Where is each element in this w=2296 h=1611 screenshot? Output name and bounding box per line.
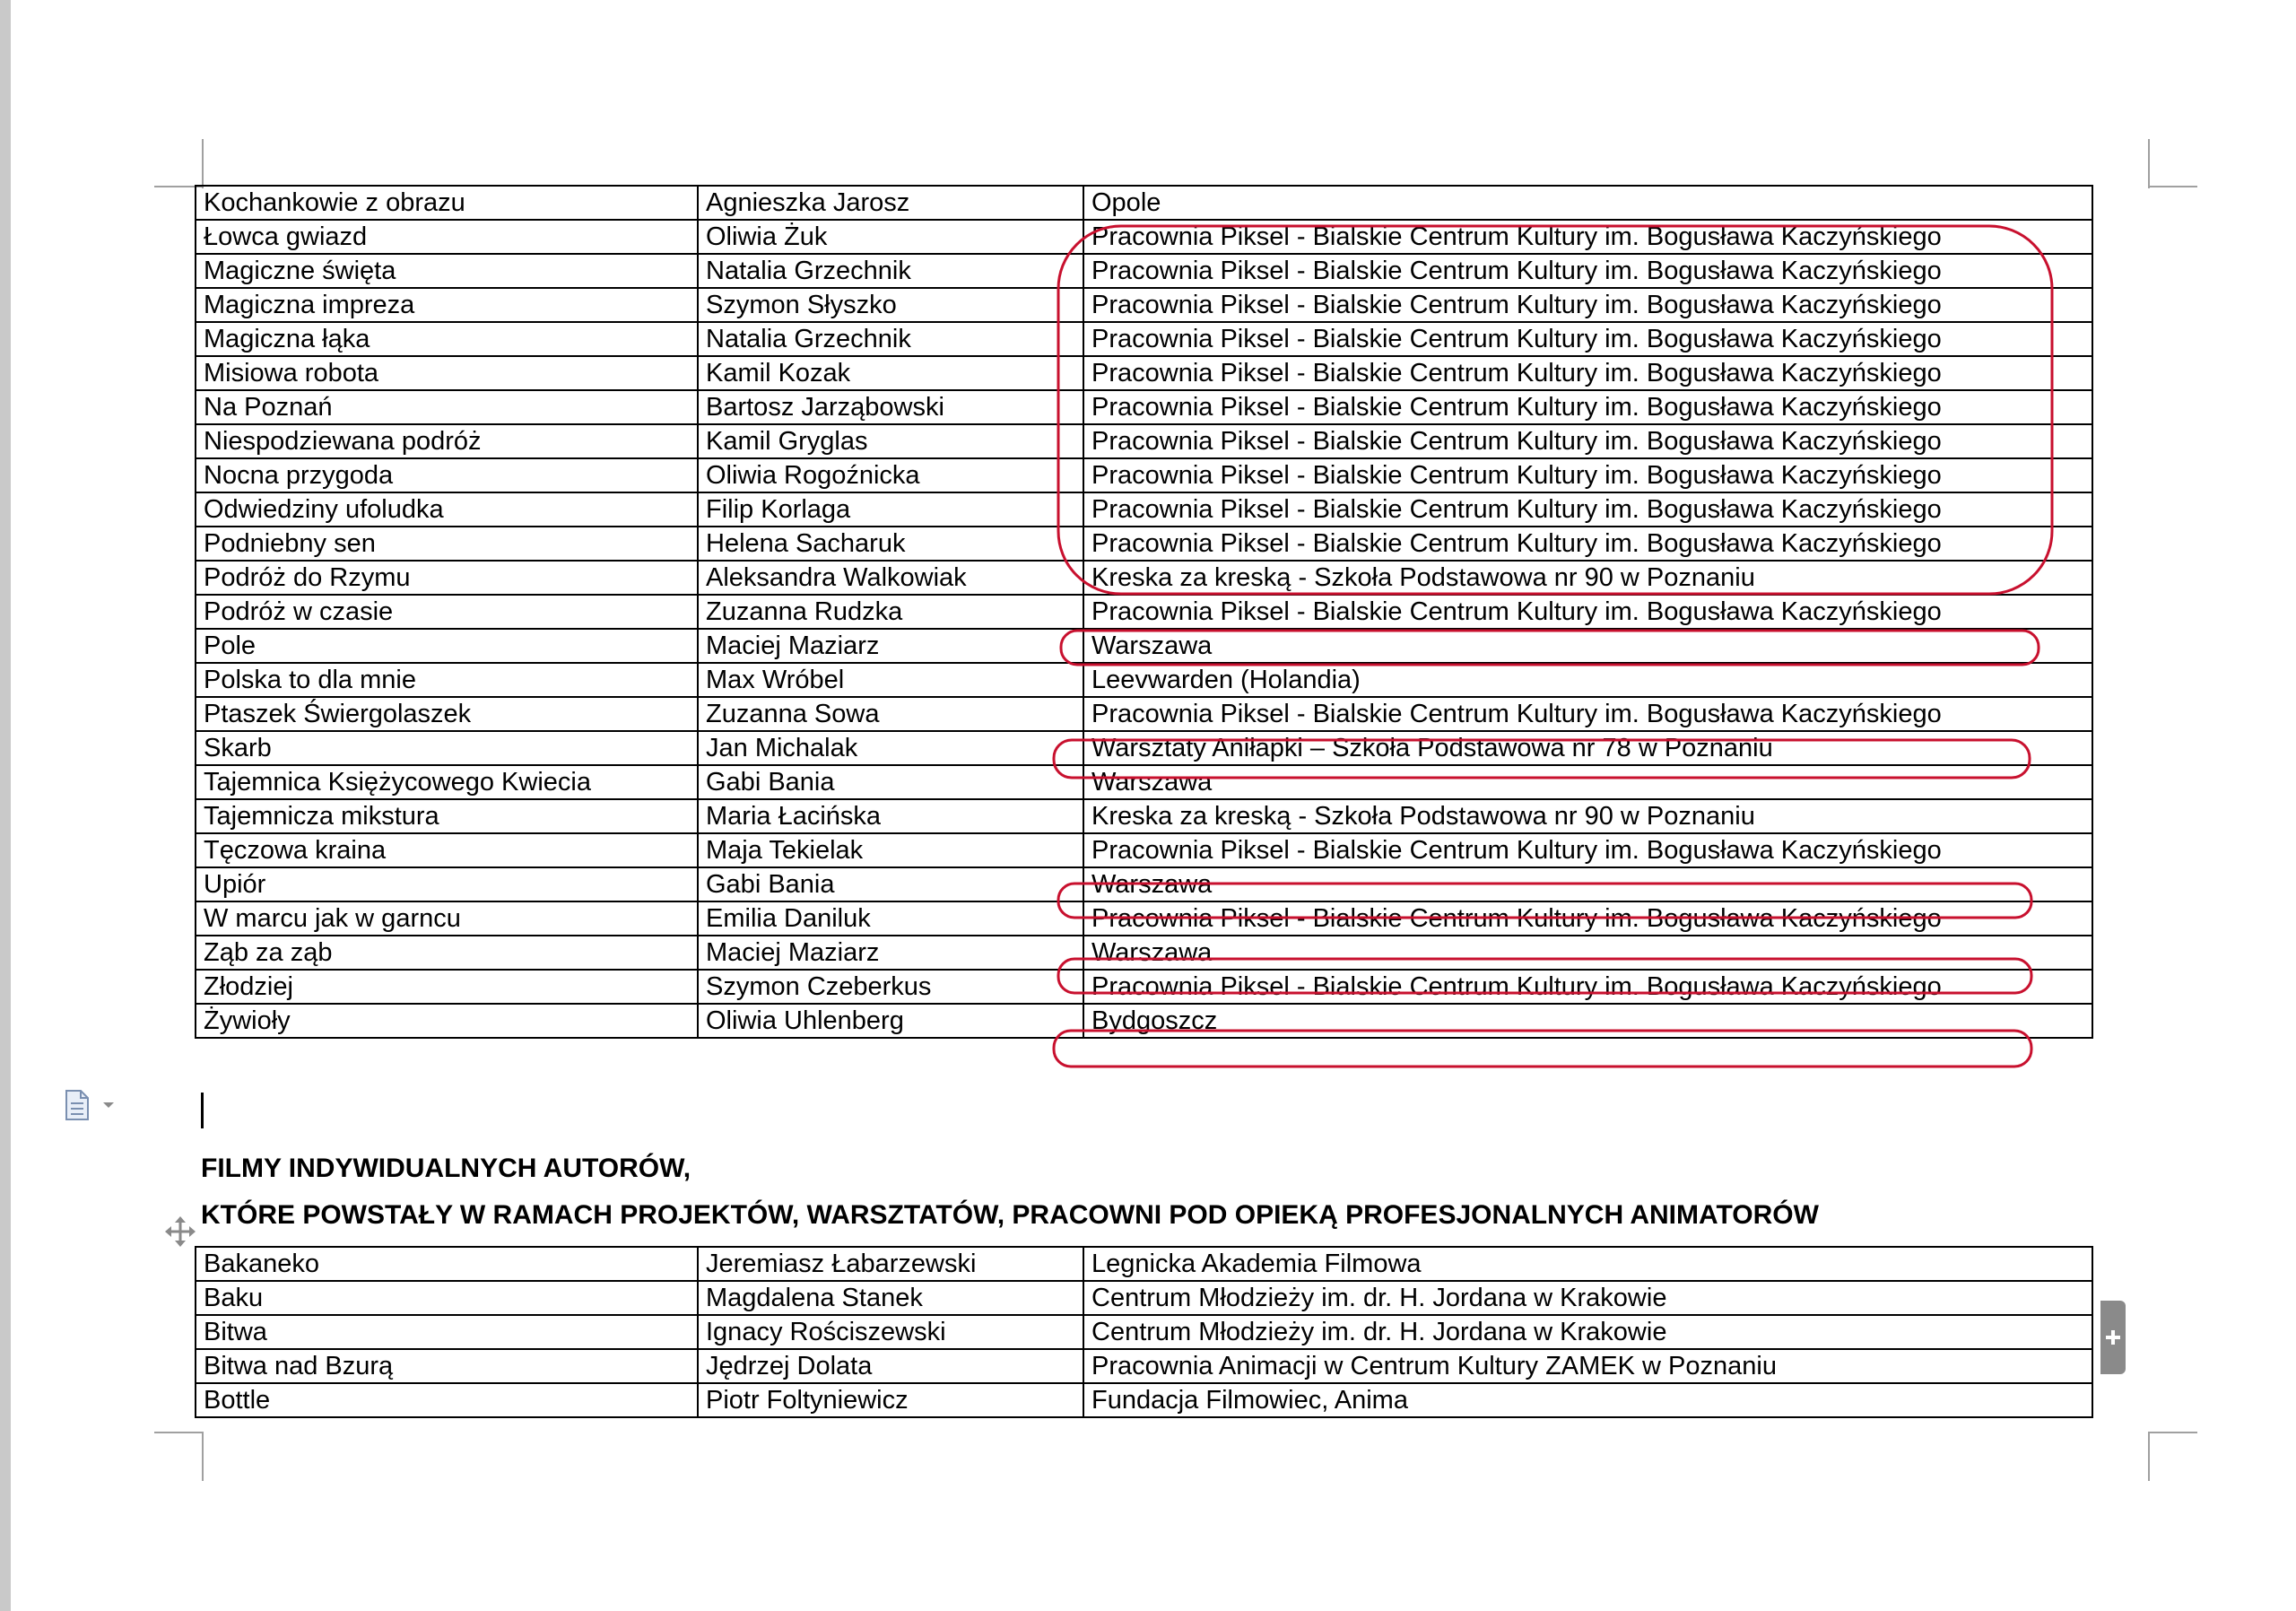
title-cell[interactable]: Nocna przygoda bbox=[196, 458, 698, 492]
table-row[interactable] bbox=[196, 1349, 2092, 1383]
place-cell[interactable]: Pracownia Piksel - Bialskie Centrum Kultury im. Bogusława Kaczyńskiego bbox=[1083, 458, 2092, 492]
films-table[interactable] bbox=[195, 185, 2093, 1039]
title-cell[interactable]: Bottle bbox=[196, 1383, 698, 1417]
author-cell[interactable]: Szymon Czeberkus bbox=[698, 970, 1083, 1004]
title-cell[interactable]: Baku bbox=[196, 1281, 698, 1315]
title-cell[interactable]: Odwiedziny ufoludka bbox=[196, 492, 698, 527]
individual-films-table[interactable] bbox=[195, 1246, 2093, 1418]
author-cell[interactable]: Gabi Bania bbox=[698, 765, 1083, 799]
table-row[interactable] bbox=[196, 595, 2092, 629]
place-cell[interactable]: Pracownia Animacji w Centrum Kultury ZAMEK w Poznaniu bbox=[1083, 1349, 2092, 1383]
table-row[interactable] bbox=[196, 901, 2092, 936]
table-row[interactable] bbox=[196, 663, 2092, 697]
title-cell[interactable]: Bitwa nad Bzurą bbox=[196, 1349, 698, 1383]
table-row[interactable] bbox=[196, 561, 2092, 595]
title-cell[interactable]: Kochankowie z obrazu bbox=[196, 186, 698, 220]
author-cell[interactable]: Natalia Grzechnik bbox=[698, 254, 1083, 288]
place-cell[interactable]: Pracownia Piksel - Bialskie Centrum Kultury im. Bogusława Kaczyńskiego bbox=[1083, 356, 2092, 390]
author-cell[interactable]: Jan Michalak bbox=[698, 731, 1083, 765]
place-cell[interactable]: Warszawa bbox=[1083, 867, 2092, 901]
place-cell[interactable]: Pracownia Piksel - Bialskie Centrum Kultury im. Bogusława Kaczyńskiego bbox=[1083, 390, 2092, 424]
title-cell[interactable]: Złodziej bbox=[196, 970, 698, 1004]
title-cell[interactable]: Upiór bbox=[196, 867, 698, 901]
place-cell[interactable]: Pracownia Piksel - Bialskie Centrum Kultury im. Bogusława Kaczyńskiego bbox=[1083, 288, 2092, 322]
title-cell[interactable]: Żywioły bbox=[196, 1004, 698, 1038]
place-cell[interactable]: Pracownia Piksel - Bialskie Centrum Kultury im. Bogusława Kaczyńskiego bbox=[1083, 424, 2092, 458]
crop-mark bbox=[2148, 139, 2150, 188]
place-cell[interactable]: Kreska za kreską - Szkoła Podstawowa nr 90 w Poznaniu bbox=[1083, 799, 2092, 833]
place-cell[interactable]: Opole bbox=[1083, 186, 2092, 220]
author-cell[interactable]: Natalia Grzechnik bbox=[698, 322, 1083, 356]
author-cell[interactable]: Magdalena Stanek bbox=[698, 1281, 1083, 1315]
table-row[interactable] bbox=[196, 1004, 2092, 1038]
author-cell[interactable]: Maciej Maziarz bbox=[698, 629, 1083, 663]
table-row[interactable] bbox=[196, 288, 2092, 322]
table-row[interactable] bbox=[196, 186, 2092, 220]
table-row[interactable] bbox=[196, 1315, 2092, 1349]
table-row[interactable] bbox=[196, 356, 2092, 390]
place-cell[interactable]: Pracownia Piksel - Bialskie Centrum Kultury im. Bogusława Kaczyńskiego bbox=[1083, 254, 2092, 288]
author-cell[interactable]: Zuzanna Sowa bbox=[698, 697, 1083, 731]
place-cell[interactable]: Warszawa bbox=[1083, 765, 2092, 799]
title-cell[interactable]: Bitwa bbox=[196, 1315, 698, 1349]
table-move-handle-icon[interactable] bbox=[163, 1215, 197, 1249]
title-cell[interactable]: Tajemnicza mikstura bbox=[196, 799, 698, 833]
author-cell[interactable]: Szymon Słyszko bbox=[698, 288, 1083, 322]
author-cell[interactable]: Oliwia Uhlenberg bbox=[698, 1004, 1083, 1038]
title-cell[interactable]: Skarb bbox=[196, 731, 698, 765]
table-row[interactable] bbox=[196, 765, 2092, 799]
author-cell[interactable]: Max Wróbel bbox=[698, 663, 1083, 697]
section-heading-line2: KTÓRE POWSTAŁY W RAMACH PROJEKTÓW, WARSZTATÓW, PRACOWNI POD OPIEKĄ PROFESJONALNYCH ANIMATORÓW bbox=[201, 1200, 1819, 1230]
table-row[interactable] bbox=[196, 424, 2092, 458]
place-cell[interactable]: Centrum Młodzieży im. dr. H. Jordana w Krakowie bbox=[1083, 1315, 2092, 1349]
author-cell[interactable]: Maciej Maziarz bbox=[698, 936, 1083, 970]
author-cell[interactable]: Maja Tekielak bbox=[698, 833, 1083, 867]
table-row[interactable] bbox=[196, 936, 2092, 970]
title-cell[interactable]: Łowca gwiazd bbox=[196, 220, 698, 254]
title-cell[interactable]: W marcu jak w garncu bbox=[196, 901, 698, 936]
author-cell[interactable]: Emilia Daniluk bbox=[698, 901, 1083, 936]
insert-row-button[interactable] bbox=[2100, 1301, 2126, 1374]
table-row[interactable] bbox=[196, 322, 2092, 356]
paste-dropdown-icon[interactable] bbox=[102, 1102, 115, 1109]
table-row[interactable] bbox=[196, 220, 2092, 254]
place-cell[interactable]: Fundacja Filmowiec, Anima bbox=[1083, 1383, 2092, 1417]
table-row[interactable] bbox=[196, 492, 2092, 527]
place-cell[interactable]: Warsztaty Aniłapki – Szkoła Podstawowa nr 78 w Poznaniu bbox=[1083, 731, 2092, 765]
table-row[interactable] bbox=[196, 697, 2092, 731]
author-cell[interactable]: Filip Korlaga bbox=[698, 492, 1083, 527]
place-cell[interactable]: Pracownia Piksel - Bialskie Centrum Kultury im. Bogusława Kaczyńskiego bbox=[1083, 833, 2092, 867]
table-row[interactable] bbox=[196, 1281, 2092, 1315]
table-row[interactable] bbox=[196, 833, 2092, 867]
table-row[interactable] bbox=[196, 1247, 2092, 1281]
insert-row-plus-icon bbox=[2100, 1301, 2126, 1374]
author-cell[interactable]: Ignacy Rościszewski bbox=[698, 1315, 1083, 1349]
place-cell[interactable]: Kreska za kreską - Szkoła Podstawowa nr 90 w Poznaniu bbox=[1083, 561, 2092, 595]
author-cell[interactable]: Jeremiasz Łabarzewski bbox=[698, 1247, 1083, 1281]
title-cell[interactable]: Podróż w czasie bbox=[196, 595, 698, 629]
author-cell[interactable]: Kamil Kozak bbox=[698, 356, 1083, 390]
place-cell[interactable]: Pracownia Piksel - Bialskie Centrum Kultury im. Bogusława Kaczyńskiego bbox=[1083, 970, 2092, 1004]
title-cell[interactable]: Niespodziewana podróż bbox=[196, 424, 698, 458]
place-cell[interactable]: Pracownia Piksel - Bialskie Centrum Kultury im. Bogusława Kaczyńskiego bbox=[1083, 697, 2092, 731]
text-cursor bbox=[201, 1093, 204, 1128]
author-cell[interactable]: Helena Sacharuk bbox=[698, 527, 1083, 561]
author-cell[interactable]: Agnieszka Jarosz bbox=[698, 186, 1083, 220]
author-cell[interactable]: Zuzanna Rudzka bbox=[698, 595, 1083, 629]
table-row[interactable] bbox=[196, 527, 2092, 561]
author-cell[interactable]: Gabi Bania bbox=[698, 867, 1083, 901]
title-cell[interactable]: Bakaneko bbox=[196, 1247, 698, 1281]
author-cell[interactable]: Oliwia Rogoźnicka bbox=[698, 458, 1083, 492]
crop-mark bbox=[154, 1432, 204, 1433]
title-cell[interactable]: Podniebny sen bbox=[196, 527, 698, 561]
author-cell[interactable]: Jędrzej Dolata bbox=[698, 1349, 1083, 1383]
title-cell[interactable]: Tajemnica Księżycowego Kwiecia bbox=[196, 765, 698, 799]
title-cell[interactable]: Ptaszek Świergolaszek bbox=[196, 697, 698, 731]
place-cell[interactable]: Warszawa bbox=[1083, 629, 2092, 663]
place-cell[interactable]: Pracownia Piksel - Bialskie Centrum Kultury im. Bogusława Kaczyńskiego bbox=[1083, 492, 2092, 527]
place-cell[interactable]: Centrum Młodzieży im. dr. H. Jordana w Krakowie bbox=[1083, 1281, 2092, 1315]
place-cell[interactable]: Pracownia Piksel - Bialskie Centrum Kultury im. Bogusława Kaczyńskiego bbox=[1083, 527, 2092, 561]
crop-mark bbox=[202, 1432, 204, 1481]
place-cell[interactable]: Leevwarden (Holandia) bbox=[1083, 663, 2092, 697]
title-cell[interactable]: Polska to dla mnie bbox=[196, 663, 698, 697]
title-cell[interactable]: Magiczna impreza bbox=[196, 288, 698, 322]
title-cell[interactable]: Magiczne święta bbox=[196, 254, 698, 288]
title-cell[interactable]: Misiowa robota bbox=[196, 356, 698, 390]
title-cell[interactable]: Ząb za ząb bbox=[196, 936, 698, 970]
section-heading-line1: FILMY INDYWIDUALNYCH AUTORÓW, bbox=[201, 1154, 691, 1183]
table-row[interactable] bbox=[196, 1383, 2092, 1417]
table-row[interactable] bbox=[196, 629, 2092, 663]
place-cell[interactable]: Pracownia Piksel - Bialskie Centrum Kultury im. Bogusława Kaczyńskiego bbox=[1083, 220, 2092, 254]
author-cell[interactable]: Kamil Gryglas bbox=[698, 424, 1083, 458]
crop-mark bbox=[2148, 1432, 2197, 1433]
table-row[interactable] bbox=[196, 254, 2092, 288]
author-cell[interactable]: Piotr Foltyniewicz bbox=[698, 1383, 1083, 1417]
crop-mark bbox=[2148, 186, 2197, 187]
table-row[interactable] bbox=[196, 867, 2092, 901]
place-cell[interactable]: Pracownia Piksel - Bialskie Centrum Kultury im. Bogusława Kaczyńskiego bbox=[1083, 322, 2092, 356]
title-cell[interactable]: Tęczowa kraina bbox=[196, 833, 698, 867]
table-row[interactable] bbox=[196, 970, 2092, 1004]
paste-options-icon[interactable] bbox=[63, 1089, 91, 1121]
place-cell[interactable]: Legnicka Akademia Filmowa bbox=[1083, 1247, 2092, 1281]
title-cell[interactable]: Na Poznań bbox=[196, 390, 698, 424]
author-cell[interactable]: Aleksandra Walkowiak bbox=[698, 561, 1083, 595]
place-cell[interactable]: Pracownia Piksel - Bialskie Centrum Kultury im. Bogusława Kaczyńskiego bbox=[1083, 901, 2092, 936]
place-cell[interactable]: Warszawa bbox=[1083, 936, 2092, 970]
author-cell[interactable]: Maria Łacińska bbox=[698, 799, 1083, 833]
table-row[interactable] bbox=[196, 799, 2092, 833]
title-cell[interactable]: Magiczna łąka bbox=[196, 322, 698, 356]
place-cell[interactable]: Bydgoszcz bbox=[1083, 1004, 2092, 1038]
table-row[interactable] bbox=[196, 731, 2092, 765]
crop-mark bbox=[2148, 1432, 2150, 1481]
title-cell[interactable]: Pole bbox=[196, 629, 698, 663]
author-cell[interactable]: Oliwia Żuk bbox=[698, 220, 1083, 254]
table-row[interactable] bbox=[196, 390, 2092, 424]
title-cell[interactable]: Podróż do Rzymu bbox=[196, 561, 698, 595]
crop-mark bbox=[202, 139, 204, 188]
author-cell[interactable]: Bartosz Jarząbowski bbox=[698, 390, 1083, 424]
window-left-edge bbox=[0, 0, 11, 1611]
place-cell[interactable]: Pracownia Piksel - Bialskie Centrum Kultury im. Bogusława Kaczyńskiego bbox=[1083, 595, 2092, 629]
table-row[interactable] bbox=[196, 458, 2092, 492]
